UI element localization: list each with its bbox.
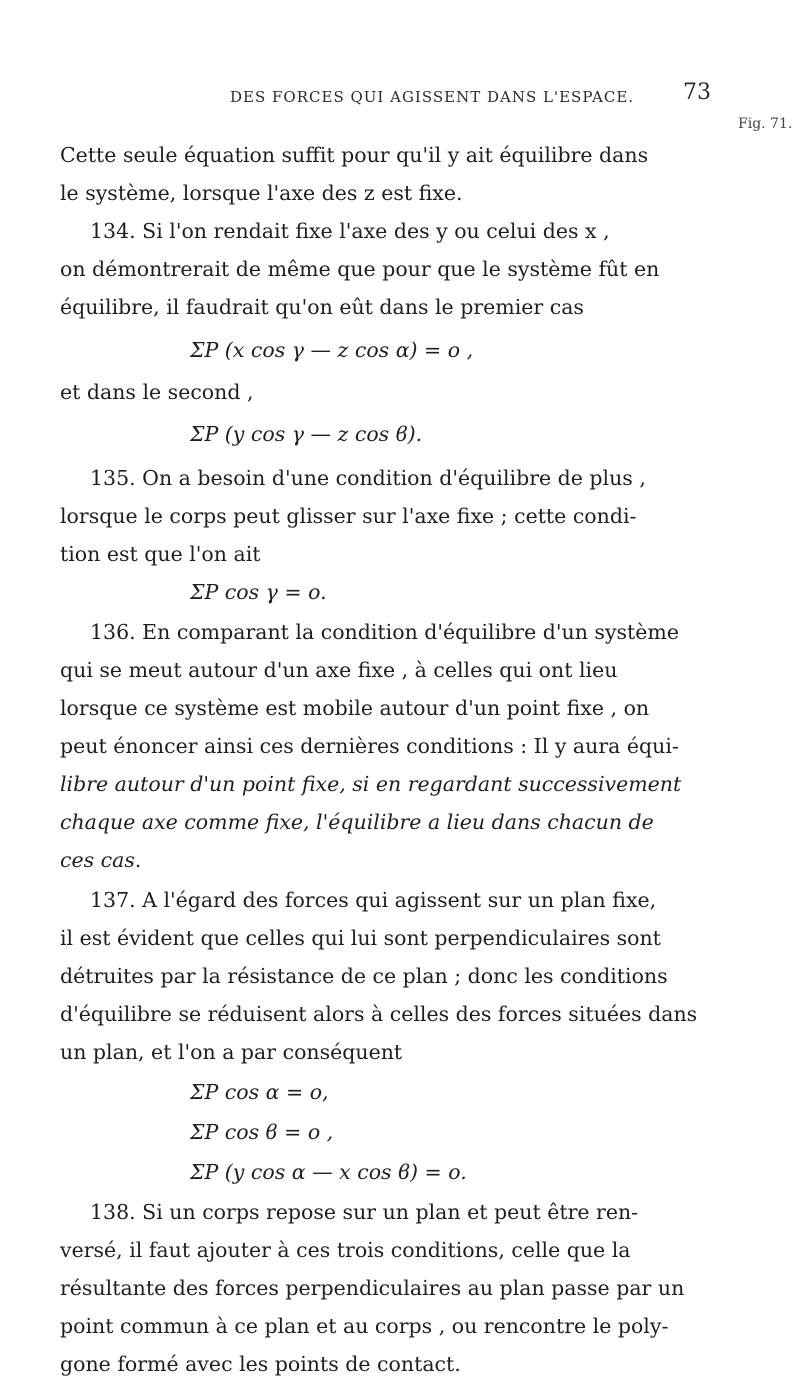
text-line-italic: libre autour d'un point fixe, si en regardant successivement xyxy=(60,772,682,796)
text-line: Cette seule équation suffit pour qu'il y ait équilibre dans xyxy=(60,143,649,167)
page-number: 73 xyxy=(683,80,711,105)
text-line: équilibre, il faudrait qu'on eût dans le premier cas xyxy=(60,295,584,319)
text-line-italic: chaque axe comme fixe, l'équilibre a lieu dans chacun de xyxy=(60,810,654,834)
text-line: le système, lorsque l'axe des z est fixe. xyxy=(60,181,463,205)
equation: ΣP cos γ = o. xyxy=(190,580,327,604)
equation: ΣP cos α = o, xyxy=(190,1080,329,1104)
equation: ΣP cos ϐ = o , xyxy=(190,1120,334,1144)
equation: ΣP (x cos γ — z cos α) = o , xyxy=(190,338,474,362)
running-title: DES FORCES QUI AGISSENT DANS L'ESPACE. xyxy=(230,88,635,106)
text-line: un plan, et l'on a par conséquent xyxy=(60,1040,403,1064)
text-line: d'équilibre se réduisent alors à celles des forces situées dans xyxy=(60,1002,698,1026)
text-line-italic: ces cas. xyxy=(60,848,142,872)
text-line: lorsque le corps peut glisser sur l'axe fixe ; cette condi- xyxy=(60,504,637,528)
text-line: détruites par la résistance de ce plan ; donc les conditions xyxy=(60,964,668,988)
text-line: il est évident que celles qui lui sont perpendiculaires sont xyxy=(60,926,661,950)
text-line: résultante des forces perpendiculaires au plan passe par un xyxy=(60,1276,685,1300)
text-line: point commun à ce plan et au corps , ou rencontre le poly- xyxy=(60,1314,669,1338)
paragraph-138-start: 138. Si un corps repose sur un plan et peut être ren- xyxy=(90,1200,639,1224)
equation: ΣP (y cos γ — z cos ϐ). xyxy=(190,422,423,446)
text-line: qui se meut autour d'un axe fixe , à celles qui ont lieu xyxy=(60,658,618,682)
paragraph-134-start: 134. Si l'on rendait fixe l'axe des y ou celui des x , xyxy=(90,219,610,243)
text-line: gone formé avec les points de contact. xyxy=(60,1352,461,1376)
text-line: versé, il faut ajouter à ces trois conditions, celle que la xyxy=(60,1238,631,1262)
equation: ΣP (y cos α — x cos ϐ) = o. xyxy=(190,1160,467,1184)
paragraph-137-start: 137. A l'égard des forces qui agissent sur un plan fixe, xyxy=(90,888,657,912)
text-line: tion est que l'on ait xyxy=(60,542,261,566)
text-line: peut énoncer ainsi ces dernières conditions : Il y aura équi- xyxy=(60,734,679,758)
text-line: lorsque ce système est mobile autour d'un point fixe , on xyxy=(60,696,650,720)
paragraph-136-start: 136. En comparant la condition d'équilibre d'un système xyxy=(90,620,679,644)
text-line: on démontrerait de même que pour que le système fût en xyxy=(60,257,660,281)
figure-reference: Fig. 71. xyxy=(738,116,793,132)
text-line: et dans le second , xyxy=(60,380,254,404)
paragraph-135-start: 135. On a besoin d'une condition d'équilibre de plus , xyxy=(90,466,646,490)
